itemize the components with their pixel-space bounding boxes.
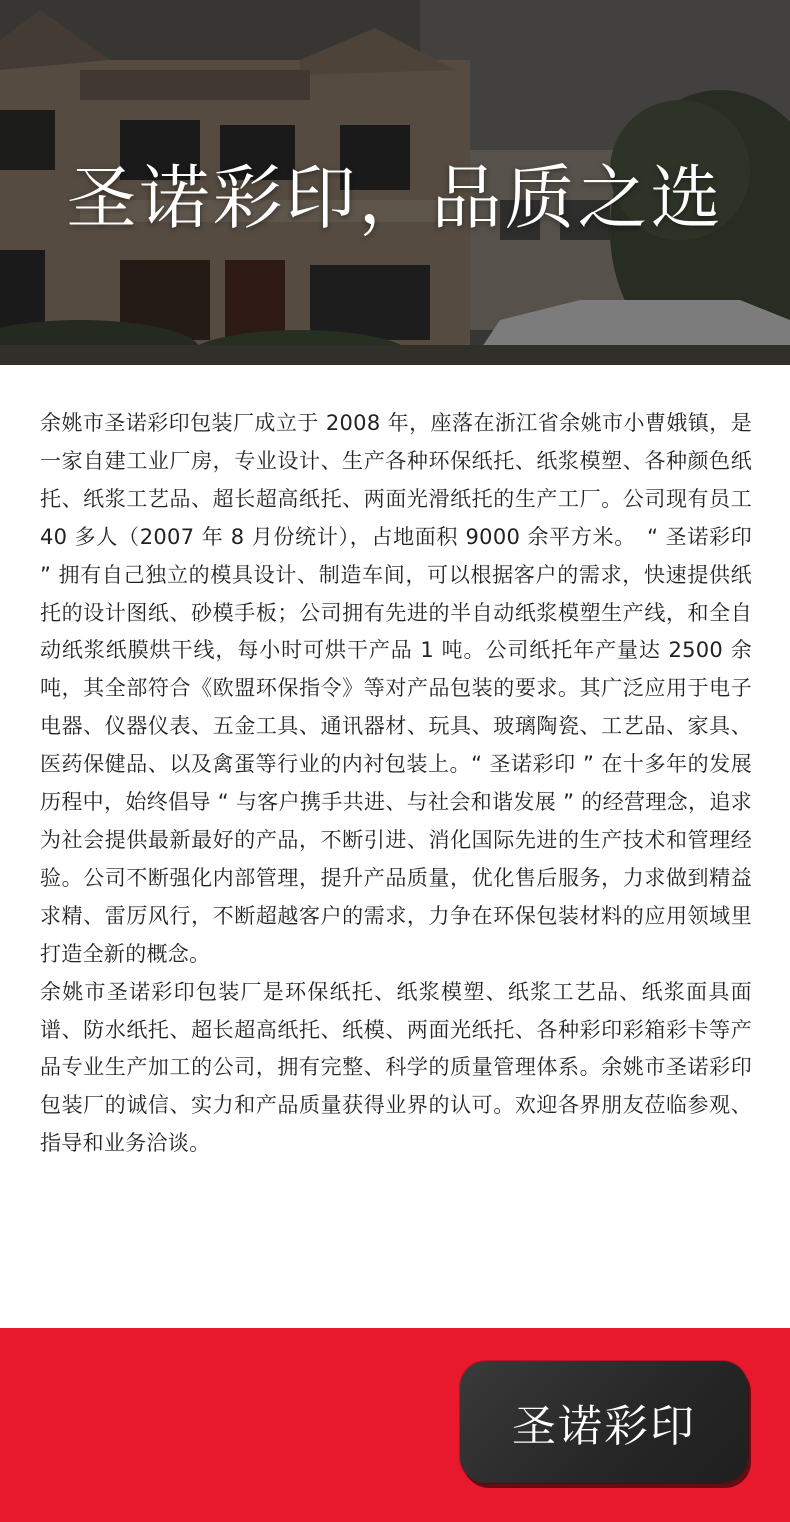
brand-badge-button[interactable] — [460, 1361, 748, 1483]
footer-band — [0, 1328, 790, 1522]
brand-badge-label: 圣诺彩印 — [512, 1401, 696, 1452]
hero-title: 圣诺彩印，品质之选 — [66, 157, 724, 239]
intro-paragraph-2: 余姚市圣诺彩印包装厂是环保纸托、纸浆模塑、纸浆工艺品、纸浆面具面谱、防水纸托、超长超高纸托、纸模、两面光纸托、各种彩印彩箱彩卡等产品专业生产加工的公司，拥有完整、科学的质量管理体系。余姚市圣诺彩印包装厂的诚信、实力和产品质量获得业界的认可。欢迎各界朋友莅临参观、指导和业务洽谈。 — [40, 979, 752, 1156]
hero-banner — [0, 0, 790, 365]
intro-paragraph-1: 余姚市圣诺彩印包装厂成立于 2008 年，座落在浙江省余姚市小曹娥镇，是一家自建工业厂房，专业设计、生产各种环保纸托、纸浆模塑、各种颜色纸托、纸浆工艺品、超长超高纸托、两面光滑纸托的生产工厂。公司现有员工 40 多人（2007 年 8 月份统计），占地面积 9000 余平方米。 “ 圣诺彩印 ” 拥有自己独立的模具设计、制造车间，可以根据客户的需求，快速提供纸托的设计图纸、砂模手板；公司拥有先进的半自动纸浆模塑生产线，和全自动纸浆纸膜烘干线，每小时可烘干产品 1 吨。公司纸托年产量达 2500 余吨，其全部符合《欧盟环保指令》等对产品包装的要求。其广泛应用于电子电器、仪器仪表、五金工具、通讯器材、玩具、玻璃陶瓷、工艺品、家具、医药保健品、以及禽蛋等行业的内衬包装上。“ 圣诺彩印 ” 在十多年的发展历程中，始终倡导 “ 与客户携手共进、与社会和谐发展 ” 的经营理念，追求为社会提供最新最好的产品，不断引进、消化国际先进的生产技术和管理经验。公司不断强化内部管理，提升产品质量，优化售后服务，力求做到精益求精、雷厉风行，不断超越客户的需求，力争在环保包装材料的应用领域里打造全新的概念。 — [40, 411, 752, 966]
company-introduction — [40, 405, 752, 1163]
